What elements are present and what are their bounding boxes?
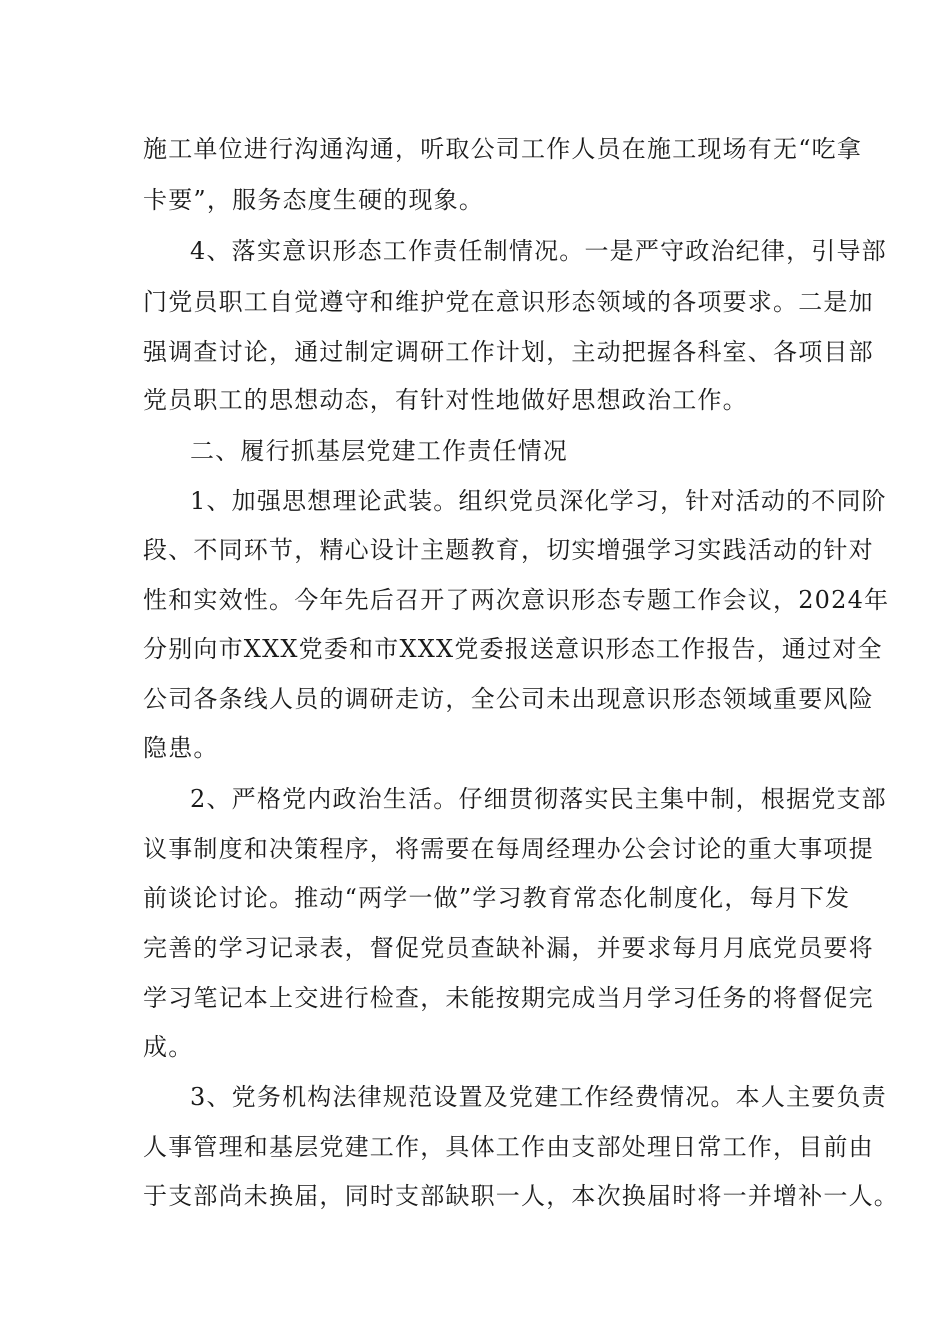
paragraph-line: 分别向市XXX党委和市XXX党委报送意识形态工作报告，通过对全 [143, 635, 883, 663]
paragraph-line: 人事管理和基层党建工作，具体工作由支部处理日常工作，目前由 [143, 1133, 874, 1161]
paragraph-line: 完善的学习记录表，督促党员查缺补漏，并要求每月月底党员要将 [143, 934, 874, 962]
paragraph-line: 隐患。 [143, 734, 219, 762]
paragraph-line: 性和实效性。今年先后召开了两次意识形态专题工作会议，2024年 [143, 586, 890, 614]
paragraph-line: 3、党务机构法律规范设置及党建工作经费情况。本人主要负责 [190, 1083, 887, 1111]
paragraph-line: 卡要”，服务态度生硬的现象。 [143, 186, 485, 214]
paragraph-line: 施工单位进行沟通沟通，听取公司工作人员在施工现场有无“吃拿 [143, 135, 863, 163]
paragraph-line: 2、严格党内政治生活。仔细贯彻落实民主集中制，根据党支部 [190, 785, 887, 813]
section-heading: 二、履行抓基层党建工作责任情况 [190, 437, 568, 465]
paragraph-line: 强调查讨论，通过制定调研工作计划，主动把握各科室、各项目部 [143, 338, 874, 366]
paragraph-line: 党员职工的思想动态，有针对性地做好思想政治工作。 [143, 386, 748, 414]
paragraph-line: 于支部尚未换届，同时支部缺职一人，本次换届时将一并增补一人。 [143, 1182, 899, 1210]
paragraph-line: 公司各条线人员的调研走访，全公司未出现意识形态领域重要风险 [143, 685, 874, 713]
paragraph-line: 前谈论讨论。推动“两学一做”学习教育常态化制度化，每月下发 [143, 884, 851, 912]
paragraph-line: 门党员职工自觉遵守和维护党在意识形态领域的各项要求。二是加 [143, 288, 874, 316]
paragraph-line: 1、加强思想理论武装。组织党员深化学习，针对活动的不同阶 [190, 487, 887, 515]
paragraph-line: 成。 [143, 1033, 194, 1061]
paragraph-line: 议事制度和决策程序，将需要在每周经理办公会讨论的重大事项提 [143, 835, 874, 863]
paragraph-line: 4、落实意识形态工作责任制情况。一是严守政治纪律，引导部 [190, 237, 887, 265]
paragraph-line: 段、不同环节，精心设计主题教育，切实增强学习实践活动的针对 [143, 536, 874, 564]
paragraph-line: 学习笔记本上交进行检查，未能按期完成当月学习任务的将督促完 [143, 984, 874, 1012]
